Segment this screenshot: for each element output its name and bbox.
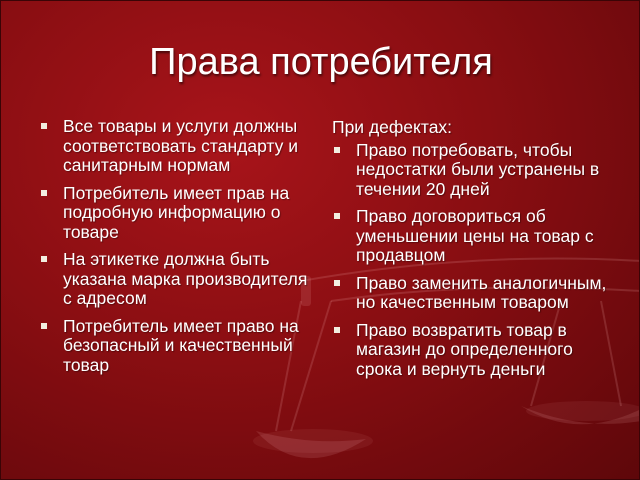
list-item-text: Все товары и услуги должны соответствовать стандарту и санитарным нормам xyxy=(63,116,299,175)
list-item xyxy=(39,250,309,309)
square-bullet-icon xyxy=(41,123,47,129)
list-item xyxy=(332,207,622,266)
square-bullet-icon xyxy=(334,327,340,333)
square-bullet-icon xyxy=(334,213,340,219)
list-item xyxy=(332,274,622,313)
square-bullet-icon xyxy=(41,256,47,262)
right-bullet-list xyxy=(332,141,622,380)
right-column xyxy=(332,118,622,387)
left-bullet-list xyxy=(39,117,309,375)
list-item xyxy=(332,141,622,200)
list-item xyxy=(39,184,309,243)
list-item xyxy=(39,117,309,176)
list-item-text: Потребитель имеет право на безопасный и качественный товар xyxy=(63,315,299,375)
list-item-text: Потребитель имеет прав на подробную информацию о товаре xyxy=(63,182,290,242)
square-bullet-icon xyxy=(41,190,47,196)
slide-title: Права потребителя xyxy=(149,41,493,83)
list-item xyxy=(332,321,622,380)
list-item-text: На этикетке должна быть указана марка производителя с адресом xyxy=(63,249,308,308)
square-bullet-icon xyxy=(41,323,47,329)
list-item-text: Право возвратить товар в магазин до определенного срока и вернуть деньги xyxy=(356,319,573,379)
square-bullet-icon xyxy=(334,280,340,286)
list-item-text: Право заменить аналогичным, но качественным товаром xyxy=(356,272,607,312)
square-bullet-icon xyxy=(334,147,340,153)
list-item xyxy=(39,317,309,376)
list-item-text: Право договориться об уменьшении цены на товар с продавцом xyxy=(356,206,594,265)
right-column-heading: При дефектах: xyxy=(332,117,453,137)
list-item-text: Право потребовать, чтобы недостатки были устранены в течении 20 дней xyxy=(356,139,600,199)
left-column xyxy=(39,117,309,383)
